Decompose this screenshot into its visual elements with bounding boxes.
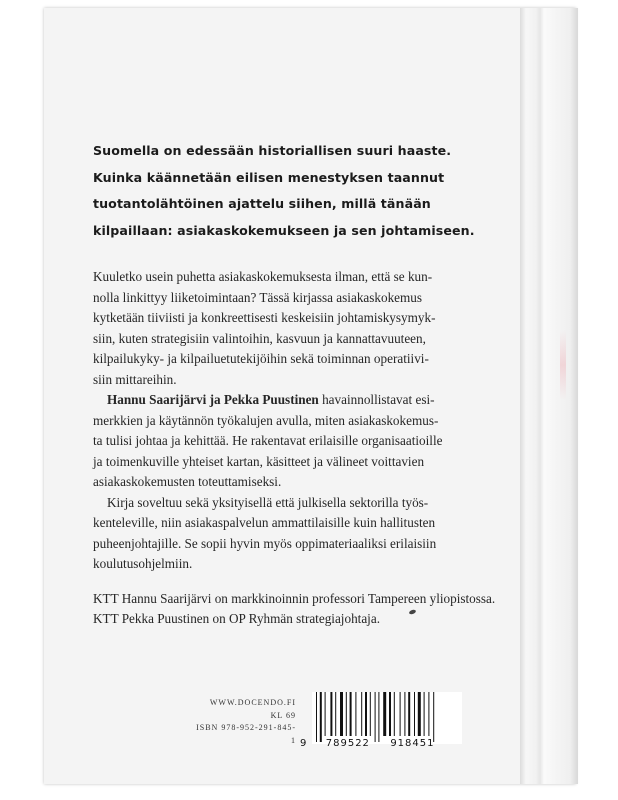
barcode-bar	[355, 692, 356, 736]
barcode-bar	[325, 692, 326, 736]
barcode-bar	[378, 692, 379, 742]
publisher-url: WWW.DOCENDO.FI	[209, 698, 296, 707]
bio-line: KTT Pekka Puustinen on OP Ryhmän strategiajohtaja.	[93, 611, 380, 626]
publisher-info	[196, 697, 296, 747]
isbn: ISBN 978-952-291-845-1	[196, 723, 296, 745]
text-line: kenteleville, niin asiakaspalvelun ammattilaisille kuin hallitusten	[93, 515, 436, 530]
text-line: puheenjohtajille. Se sopii hyvin myös oppimateriaaliksi erilaisiin	[93, 535, 437, 551]
barcode-bar	[370, 692, 371, 736]
barcode-bar	[375, 692, 376, 742]
barcode-bar	[383, 692, 386, 736]
lead-line: tuotantolähtöinen ajattelu siihen, millä tänään	[93, 196, 431, 211]
barcode-bar	[404, 692, 405, 736]
barcode-bar	[330, 692, 332, 736]
lead-line: Kuinka käännetään eilisen menestyksen taannut	[93, 169, 445, 185]
barcode-bar	[394, 692, 395, 736]
description-text	[93, 267, 511, 630]
text-line: Kuuletko usein puhetta asiakaskokemuksesta ilman, että se kun-	[93, 269, 433, 284]
text-fragment: havainnollistavat esi-	[318, 392, 435, 407]
text-line: koulutusohjelmiin.	[93, 556, 193, 571]
barcode-bar	[418, 692, 421, 736]
book-spine	[520, 8, 578, 784]
text-line	[93, 390, 511, 411]
library-class: KL 69	[270, 710, 296, 720]
text-line: ta tulisi johtaa ja kehittää. He rakentavat erilaisille organisaatioille	[93, 433, 443, 448]
paragraph-2	[93, 390, 511, 493]
barcode-digits	[300, 738, 470, 749]
author-names: Hannu Saarijärvi ja Pekka Puustinen	[107, 392, 319, 407]
text-line: Kirja soveltuu sekä yksityisellä että julkisella sektorilla työs-	[107, 494, 429, 510]
text-line: kilpailukyky- ja kilpailuetutekijöihin sekä toiminnan operatiivi-	[93, 351, 429, 366]
barcode-bar	[316, 692, 317, 742]
text-line: kytketään tiiviisti ja konkreettisesti keskeisiin johtamiskysymyk-	[93, 310, 436, 325]
text-line: siin mittareihin.	[93, 371, 177, 387]
barcode-bar	[346, 692, 347, 736]
barcode-bar	[414, 692, 415, 736]
lead-line: Suomella on edessään historiallisen suuri haaste.	[93, 143, 452, 158]
barcode-bar	[408, 692, 410, 736]
barcode-digits-left: 789522	[325, 738, 370, 749]
barcode-bar	[340, 692, 343, 736]
lead-blurb	[93, 138, 513, 244]
barcode-bar	[428, 692, 429, 736]
barcode-digit-first: 9	[300, 738, 308, 749]
barcode-bar	[433, 692, 434, 742]
text-line: nolla linkittyy liiketoimintaan? Tässä kirjassa asiakaskokemus	[93, 289, 423, 305]
spine-color-accent	[560, 330, 566, 400]
barcode-digits-right: 918451	[390, 738, 435, 749]
isbn-barcode	[312, 692, 462, 744]
text-line: asiakaskokemusten toteuttamiseksi.	[93, 474, 282, 489]
paragraph-1	[93, 267, 511, 390]
bio-line: KTT Hannu Saarijärvi on markkinoinnin professori Tampereen yliopistossa.	[93, 590, 496, 606]
paragraph-3	[93, 493, 511, 575]
text-line: merkkien ja käytännön työkalujen avulla, miten asiakaskokemus-	[93, 412, 439, 428]
text-line: ja toimenkuville yhteiset kartan, käsitteet ja välineet voittavien	[93, 453, 425, 469]
lead-line: kilpaillaan: asiakaskokemukseen ja sen johtamiseen.	[93, 222, 475, 238]
text-line: siin, kuten strategisiin valintoihin, kasvuun ja kannattavuuteen,	[93, 330, 426, 346]
barcode-bar	[424, 692, 425, 736]
barcode-bar	[350, 692, 352, 736]
barcode-bar	[400, 692, 401, 736]
barcode-bar	[365, 692, 367, 736]
barcode-bar	[335, 692, 336, 736]
barcode-bar	[389, 692, 391, 736]
barcode-bar	[361, 692, 362, 736]
author-bios	[93, 589, 511, 630]
barcode-bar	[320, 692, 322, 742]
